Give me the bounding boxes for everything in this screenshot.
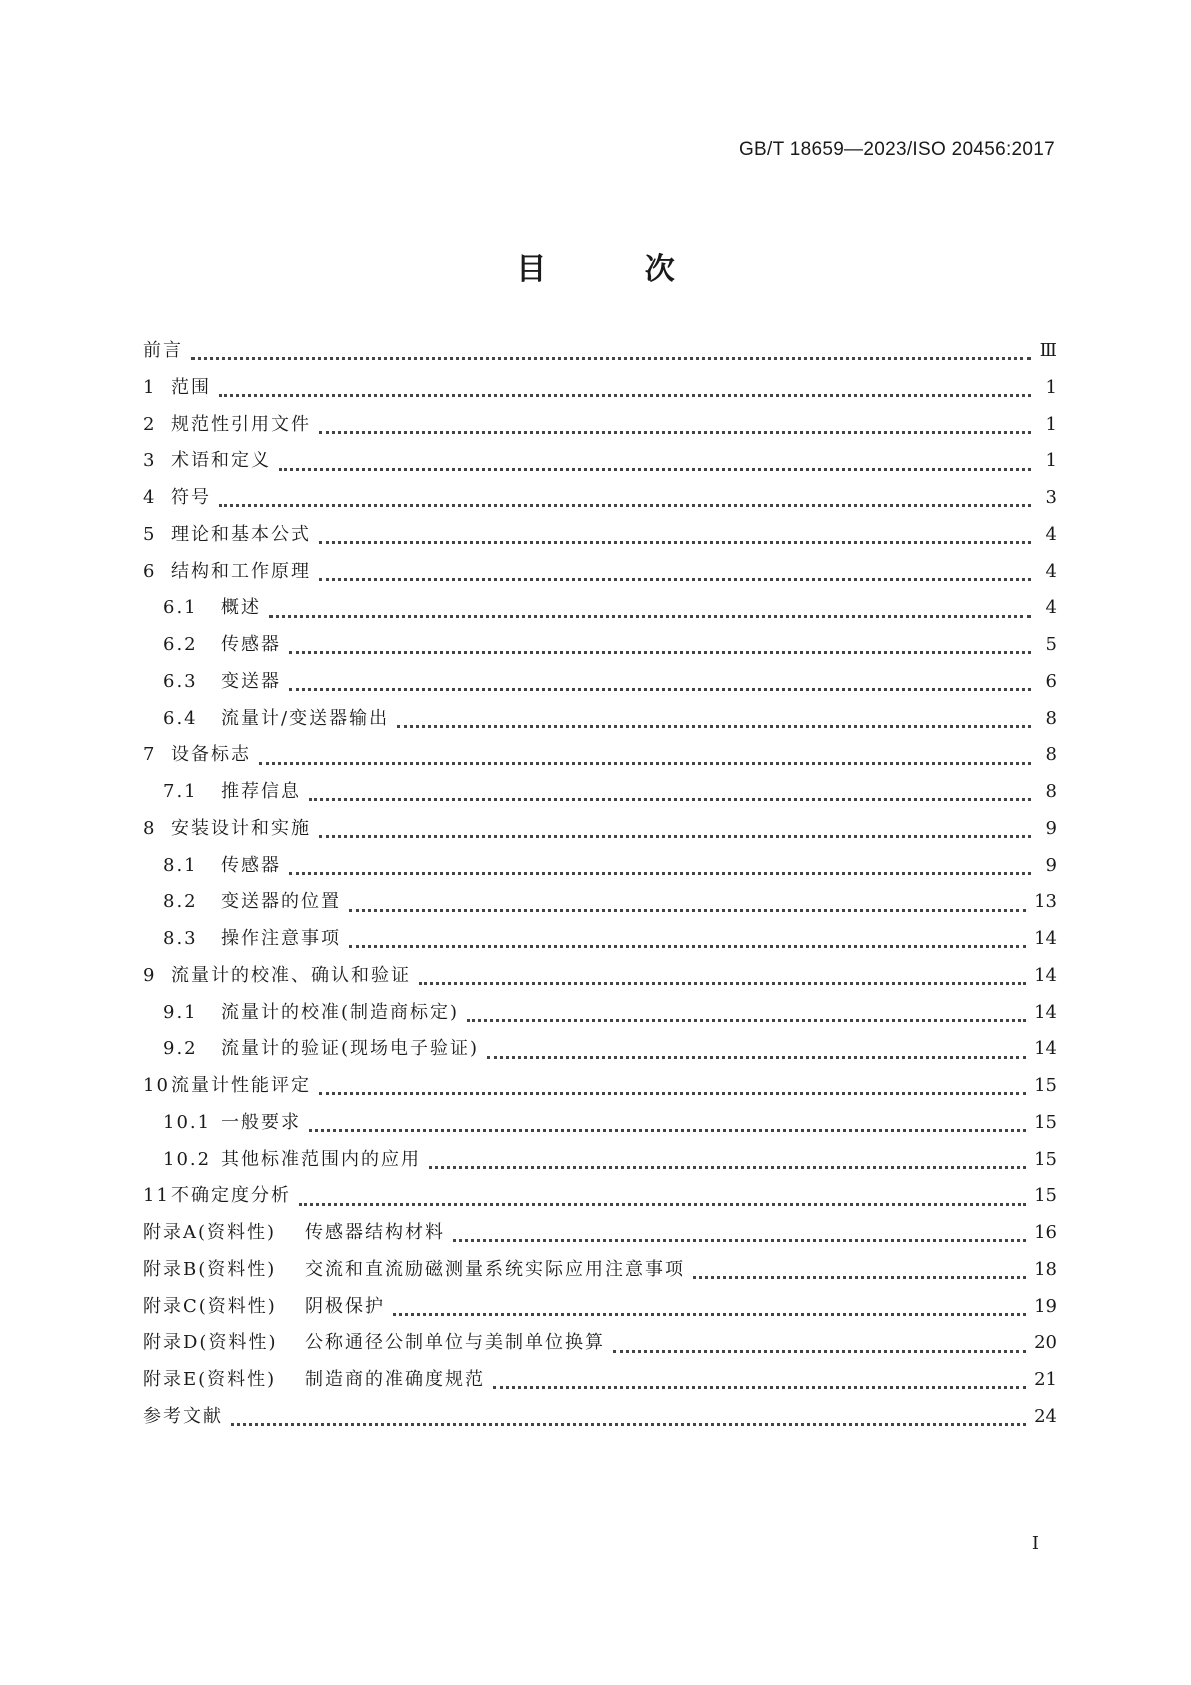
toc-entry[interactable] [143,740,1057,777]
toc-entry-label: 公称通径公制单位与美制单位换算 [305,1332,605,1354]
toc-entry-label: 传感器 [221,634,281,655]
dot-leader [289,871,1031,875]
toc-entry-label: 变送器的位置 [221,891,341,913]
toc-entry-label: 一般要求 [221,1111,301,1133]
dot-leader [319,834,1031,838]
dot-leader [319,1091,1026,1095]
toc-entry[interactable] [143,1365,1057,1402]
toc-entry[interactable] [143,483,1057,520]
toc-entry-label: 传感器 [221,854,281,876]
dot-leader [397,724,1031,728]
toc-entry[interactable] [143,998,1057,1035]
toc-entry-number: 6.3 [163,670,198,692]
toc-entry[interactable] [143,961,1057,998]
toc-entry-page: 14 [1034,1038,1057,1060]
toc-entry-label: 设备标志 [171,744,251,766]
dot-leader [309,1128,1026,1132]
toc-entry-label: 安装设计和实施 [171,817,311,839]
toc-entry-page: 9 [1045,854,1057,876]
dot-leader [289,687,1031,691]
toc-entry[interactable] [143,410,1057,447]
toc-entry[interactable] [143,373,1057,410]
toc-entry-label: 前言 [143,340,183,361]
toc-entry[interactable] [143,1145,1057,1182]
toc-entry[interactable] [143,593,1057,630]
toc-entry-page: 14 [1034,964,1057,986]
toc-entry-page: 4 [1045,597,1057,619]
toc-entry-page: 8 [1045,744,1057,766]
toc-entry-number: 附录C(资料性) [143,1295,277,1317]
toc-entry-number: 6.4 [163,707,198,729]
toc-entry-label: 操作注意事项 [221,928,341,949]
toc-entry-label: 制造商的准确度规范 [305,1369,485,1390]
toc-entry[interactable] [143,814,1057,851]
toc-entry-number: 8 [143,817,157,839]
dot-leader [259,761,1031,765]
toc-entry-number: 附录E(资料性) [143,1369,277,1390]
toc-entry-page: 4 [1045,523,1057,545]
toc-entry[interactable] [143,630,1057,667]
toc-entry-page: 8 [1045,781,1057,802]
toc-entry-label: 参考文献 [143,1405,223,1427]
toc-entry-number: 1 [143,376,157,398]
toc-entry-label: 理论和基本公式 [171,523,311,545]
dot-leader [453,1238,1026,1242]
toc-entry-page: 16 [1034,1222,1057,1243]
toc-entry[interactable] [143,887,1057,924]
toc-entry-label: 流量计的校准(制造商标定) [221,1001,460,1023]
toc-entry[interactable] [143,446,1057,483]
dot-leader [493,1385,1026,1389]
toc-entry-label: 交流和直流励磁测量系统实际应用注意事项 [305,1258,685,1280]
dot-leader [279,467,1031,471]
toc-entry[interactable] [143,924,1057,961]
toc-entry-number: 5 [143,523,157,545]
toc-entry-page: 6 [1045,670,1057,692]
dot-leader [319,540,1031,544]
toc-entry-page: 15 [1034,1075,1057,1096]
toc-entry-page: 1 [1045,450,1057,472]
dot-leader [613,1349,1026,1353]
toc-entry-label: 流量计性能评定 [171,1075,311,1096]
dot-leader [289,650,1031,654]
toc-entry-page: 14 [1034,1001,1057,1023]
toc-entry[interactable] [143,1181,1057,1218]
toc-entry-number: 6 [143,560,157,582]
toc-entry-page: 15 [1034,1111,1057,1133]
toc-entry-page: 13 [1034,891,1057,913]
toc-entry-number: 附录D(资料性) [143,1332,278,1354]
toc-entry-number: 9.1 [163,1001,198,1023]
toc-entry-label: 流量计的验证(现场电子验证) [221,1038,480,1060]
toc-entry-page: 19 [1034,1295,1057,1317]
toc-entry-page: Ⅲ [1039,340,1057,361]
dot-leader [349,944,1026,948]
toc-entry-number: 7 [143,744,157,766]
dot-leader [191,356,1031,360]
toc-entry[interactable] [143,1071,1057,1108]
toc-entry-label: 符号 [171,487,211,508]
toc-entry[interactable] [143,1328,1057,1365]
toc-entry-number: 2 [143,413,157,435]
toc-entry-number: 9 [143,964,157,986]
toc-entry[interactable] [143,1402,1057,1439]
toc-entry-number: 7.1 [163,781,198,802]
toc-entry-label: 阴极保护 [305,1295,385,1317]
toc-entry[interactable] [143,1108,1057,1145]
toc-entry-label: 变送器 [221,670,281,692]
toc-entry-number: 6.2 [163,634,198,655]
dot-leader [419,981,1026,985]
toc-entry-page: 21 [1034,1369,1057,1390]
dot-leader [429,1165,1026,1169]
toc-entry[interactable] [143,336,1057,373]
toc-entry-number: 6.1 [163,597,198,619]
toc-entry-label: 术语和定义 [171,450,271,472]
toc-entry-label: 传感器结构材料 [305,1222,445,1243]
toc-entry[interactable] [143,851,1057,888]
toc-entry-number: 11 [143,1185,170,1207]
dot-leader [299,1202,1026,1206]
dot-leader [319,430,1031,434]
toc-entry[interactable] [143,667,1057,704]
dot-leader [309,797,1031,801]
toc-entry-number: 10 [143,1075,170,1096]
toc-entry-label: 流量计/变送器输出 [221,707,390,729]
toc-entry-page: 1 [1045,376,1057,398]
dot-leader [269,614,1031,618]
toc-entry-page: 18 [1034,1258,1057,1280]
toc-entry-number: 附录A(资料性) [143,1222,277,1243]
page-number: I [1031,1533,1039,1554]
toc-entry-number: 附录B(资料性) [143,1258,277,1280]
toc-entry-label: 不确定度分析 [171,1185,291,1207]
toc-entry-page: 4 [1045,560,1057,582]
page-title: 目 次 [516,252,719,287]
toc-entry-page: 15 [1034,1148,1057,1170]
dot-leader [231,1422,1026,1426]
toc-entry-page: 15 [1034,1185,1057,1207]
toc-entry-number: 10.2 [163,1148,212,1170]
table-of-contents [143,336,1057,1439]
toc-entry-page: 9 [1045,817,1057,839]
toc-entry[interactable] [143,777,1057,814]
dot-leader [393,1312,1026,1316]
toc-entry-label: 范围 [171,376,211,398]
toc-entry-label: 结构和工作原理 [171,560,311,582]
toc-entry-number: 10.1 [163,1111,212,1133]
toc-entry-number: 8.2 [163,891,198,913]
toc-entry-page: 1 [1045,413,1057,435]
dot-leader [467,1018,1026,1022]
toc-entry-page: 14 [1034,928,1057,949]
toc-entry-number: 3 [143,450,157,472]
toc-entry[interactable] [143,520,1057,557]
toc-entry-number: 8.3 [163,928,198,949]
toc-entry-page: 3 [1045,487,1057,508]
dot-leader [219,503,1031,507]
standard-number-header: GB/T 18659—2023/ISO 20456:2017 [738,139,1055,160]
toc-entry-label: 推荐信息 [221,781,301,802]
dot-leader [319,577,1031,581]
toc-entry[interactable] [143,557,1057,594]
toc-entry-label: 规范性引用文件 [171,413,311,435]
toc-entry-label: 流量计的校准、确认和验证 [171,964,411,986]
toc-entry-page: 24 [1034,1405,1057,1427]
toc-entry[interactable] [143,1034,1057,1071]
toc-entry-number: 4 [143,487,157,508]
dot-leader [693,1275,1026,1279]
dot-leader [349,908,1026,912]
toc-entry-number: 9.2 [163,1038,198,1060]
dot-leader [487,1055,1026,1059]
toc-entry-page: 8 [1045,707,1057,729]
toc-entry-number: 8.1 [163,854,198,876]
toc-entry[interactable] [143,704,1057,741]
dot-leader [219,393,1031,397]
toc-entry-page: 5 [1045,634,1057,655]
toc-entry[interactable] [143,1292,1057,1329]
toc-entry[interactable] [143,1218,1057,1255]
toc-entry-page: 20 [1034,1332,1057,1354]
toc-entry-label: 概述 [221,597,261,619]
toc-entry-label: 其他标准范围内的应用 [221,1148,421,1170]
toc-entry[interactable] [143,1255,1057,1292]
